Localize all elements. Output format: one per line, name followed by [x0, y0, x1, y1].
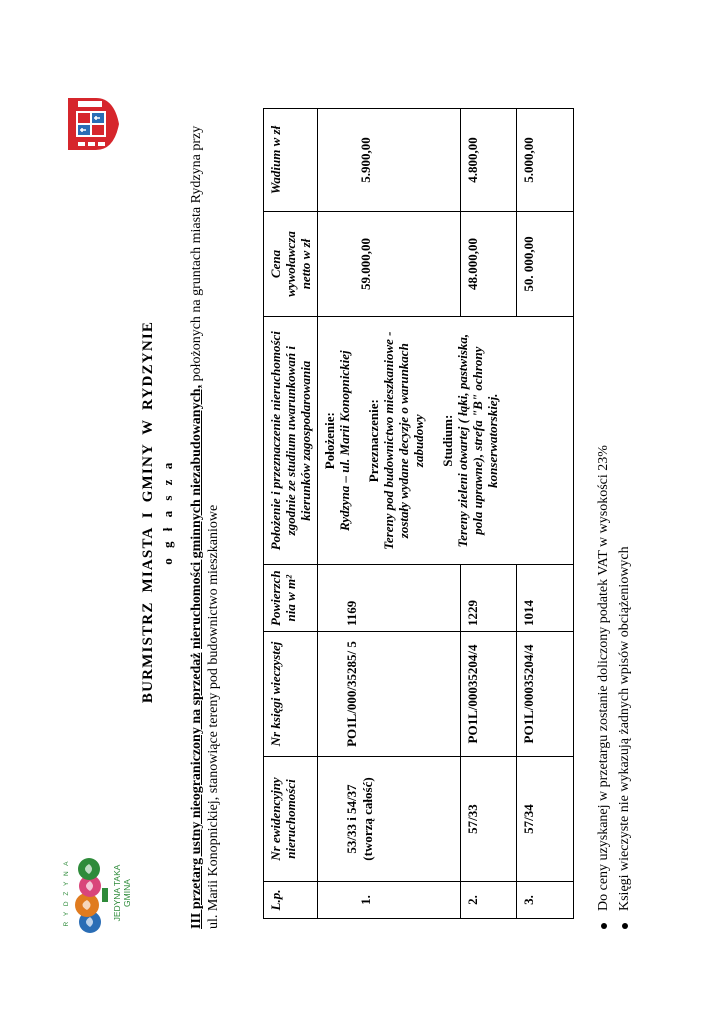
- row-starting-price: 59.000,00: [318, 212, 461, 317]
- property-table: [263, 108, 574, 919]
- purpose-heading: Przeznaczenie:: [366, 399, 381, 483]
- row-area: 1014: [517, 565, 574, 632]
- location-text: położonych na gruntach miasta Rydzyna przy ul. Marii Konopnickiej, stanowiące tereny pod budownictwo mieszkaniowe: [189, 125, 221, 929]
- announces-line: o g ł a s z a: [160, 459, 175, 565]
- col-header-starting-price: Cena wywoławcza netto w zł: [264, 212, 318, 317]
- col-header-lp: L.p.: [264, 882, 318, 919]
- coat-of-arms-icon: [66, 96, 120, 152]
- notes-list: [593, 445, 635, 929]
- row-deposit: 4.800,00: [460, 109, 517, 212]
- row-land-register: PO1L/000/35285/ 5: [318, 632, 461, 757]
- row-plot-number: 53/33 i 54/37 (tworzą całość): [318, 757, 461, 882]
- location-text: Rydzyna – ul. Marii Konopnickiej: [337, 350, 352, 532]
- list-item: [593, 445, 614, 929]
- study-heading: Studium:: [440, 414, 455, 467]
- auction-type: III przetarg ustny nieograniczony na sprzedaż: [189, 652, 204, 929]
- location-purpose-cell: [318, 317, 574, 565]
- note-land-register: Księgi wieczyste nie wykazują żadnych wpisów obciążeniowych: [617, 546, 632, 911]
- row-deposit: 5.000,00: [517, 109, 574, 212]
- table-header-row: [264, 109, 318, 919]
- row-starting-price: 48.000,00: [460, 212, 517, 317]
- purpose-text: Tereny pod budownictwo mieszkaniowe - zostały wydane decyzje o warunkach zabudowy: [381, 331, 426, 550]
- col-header-plot-number: Nr ewidencyjny nieruchomości: [264, 757, 318, 882]
- row-area: 1229: [460, 565, 517, 632]
- list-item: [614, 445, 635, 929]
- col-header-deposit: Wadium w zł: [264, 109, 318, 212]
- row-plot-number: 57/33: [460, 757, 517, 882]
- note-vat: Do ceny uzyskanej w przetargu zostanie doliczony podatek VAT w wysokości 23%: [596, 445, 611, 911]
- svg-text:R Y D Z Y N A: R Y D Z Y N A: [63, 859, 70, 927]
- row-land-register: PO1L/00035204/4: [517, 632, 574, 757]
- row-land-register: PO1L/00035204/4: [460, 632, 517, 757]
- rydzyna-logo: [60, 850, 132, 936]
- col-header-area: Powierzch nia w m²: [264, 565, 318, 632]
- property-type: nieruchomości gminnych niezabudowanych,: [189, 384, 204, 649]
- bullet-icon: [601, 923, 607, 929]
- location-heading: Położenie:: [322, 412, 337, 470]
- row-deposit: 5.900,00: [318, 109, 461, 212]
- row-plot-number: 57/34: [517, 757, 574, 882]
- col-header-location-purpose: Położenie i przeznaczenie nieruchomości zgodnie ze studium uwarunkowań i kierunków zagospodarowania: [264, 317, 318, 565]
- announcement-intro: [188, 109, 222, 929]
- logo-tagline: JEDYNA TAKA GMINA: [112, 864, 132, 922]
- row-area: 1169: [318, 565, 461, 632]
- row-lp: 3.: [517, 882, 574, 919]
- bullet-icon: [622, 923, 628, 929]
- study-text: Tereny zieleni otwartej ( łąki, pastwiska, pola uprawne), strefa "B" ochrony konserwatorskiej.: [455, 333, 500, 548]
- row-lp: 1.: [318, 882, 461, 919]
- table-row: [318, 109, 461, 919]
- row-lp: 2.: [460, 882, 517, 919]
- page-title: BURMISTRZ MIASTA I GMINY W RYDZYNIE: [140, 320, 156, 704]
- col-header-land-register: Nr księgi wieczystej: [264, 632, 318, 757]
- row-starting-price: 50. 000,00: [517, 212, 574, 317]
